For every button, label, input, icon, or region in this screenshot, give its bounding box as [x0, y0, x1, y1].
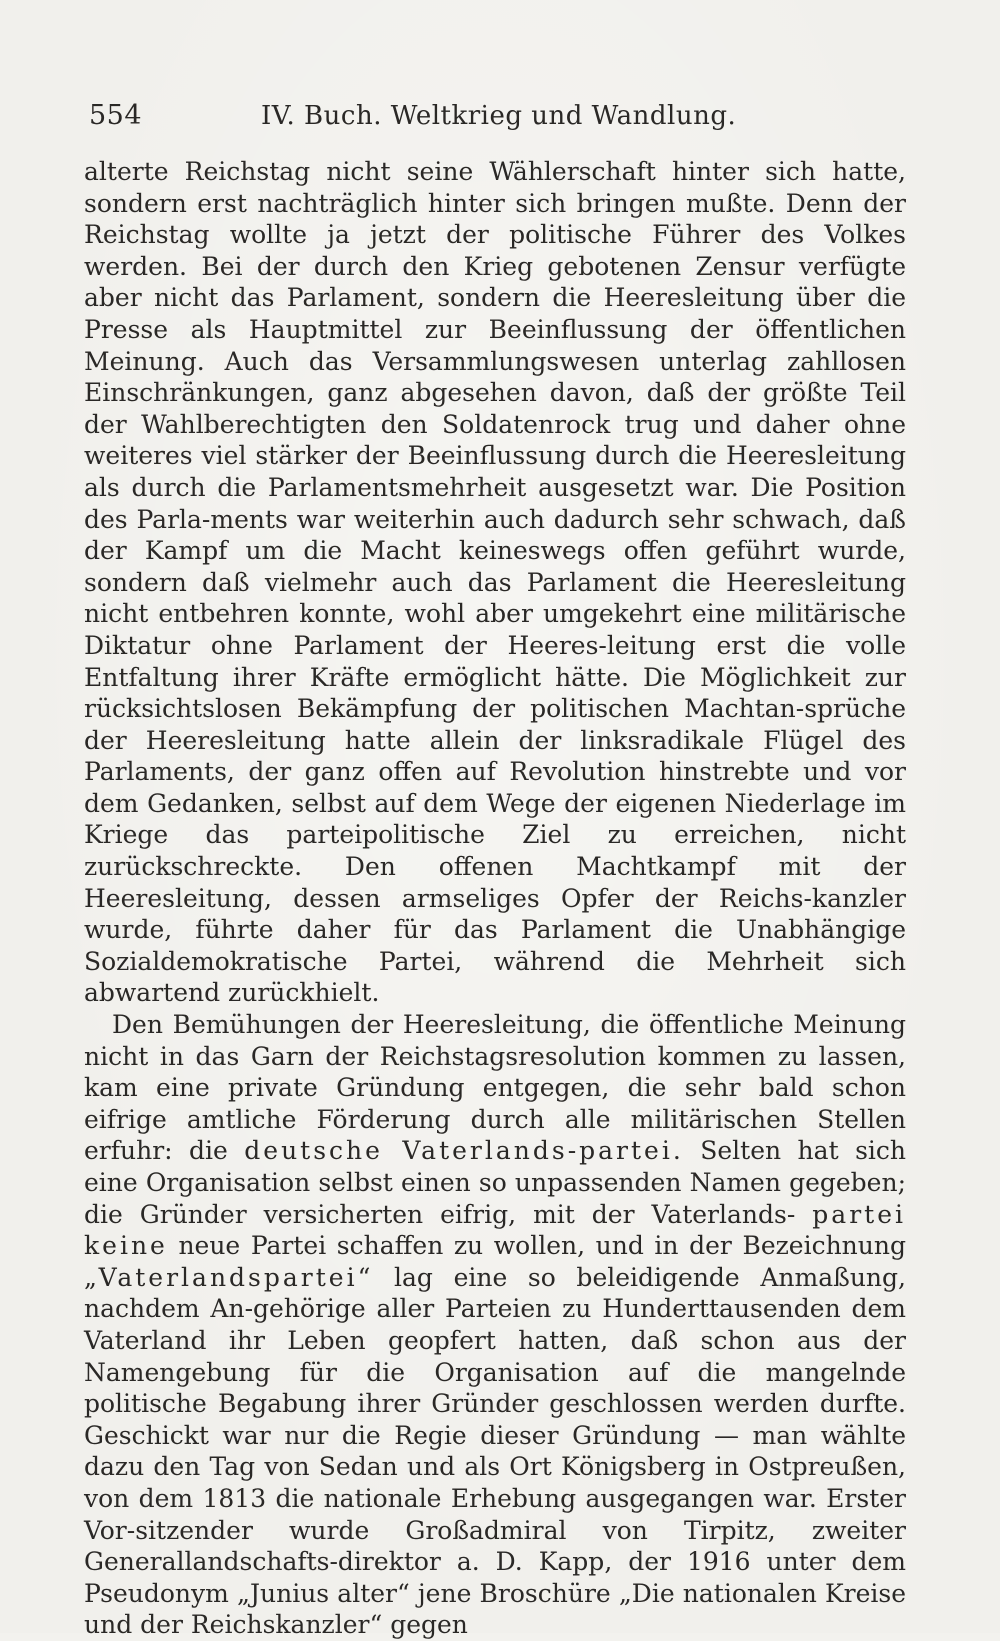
- page-header: [89, 96, 909, 136]
- paragraph-text: neue Partei schaffen zu wollen, und in der Bezeichnung: [178, 1231, 906, 1261]
- paragraph-text: lag eine so beleidigende Anmaßung, nachdem An-gehörige aller Parteien zu Hunderttausenden dem Vaterland ihr Leben geopfert hatten, daß schon aus der Namengebung für die Organisation auf die mangelnde politische Begabung ihrer Gründer geschlossen werden durfte. Geschickt war nur die Regie dieser Gründung — man wählte dazu den Tag von Sedan und als Ort Königsberg in Ostpreußen, von dem 1813 die nationale Erhebung ausgegangen war. Erster Vor-sitzender wurde Großadmiral von Tirpitz, zweiter Generallandschafts-direktor a. D. Kapp, der 1916 unter dem Pseudonym „Junius alter“ jene Broschüre „Die nationalen Kreise und der Reichskanzler“ gegen: [84, 1262, 906, 1640]
- spaced-emphasis: partei keine: [84, 1199, 906, 1261]
- paragraph-text: Selten hat sich eine Organisation selbst einen so unpassenden Namen gegeben; die Gründer versicherten eifrig, mit der Vaterlands-: [84, 1136, 906, 1229]
- running-head: IV. Buch. Weltkrieg und Wandlung.: [261, 101, 737, 131]
- page-number: 554: [89, 100, 143, 131]
- body-text: [84, 156, 906, 1641]
- paragraph-text: alterte Reichstag nicht seine Wählerschaft hinter sich hatte, sondern erst nachträglich hinter sich bringen mußte. Denn der Reichstag wollte ja jetzt der politische Führer des Volkes werden. Bei der durch den Krieg gebotenen Zensur verfügte aber nicht das Parlament, sondern die Heeresleitung über die Presse als Hauptmittel zur Beeinflussung der öffentlichen Meinung. Auch das Versammlungswesen unterlag zahllosen Einschränkungen, ganz abgesehen davon, daß der größte Teil der Wahlberechtigten den Soldatenrock trug und daher ohne weiteres viel stärker der Beeinflussung durch die Heeresleitung als durch die Parlamentsmehrheit ausgesetzt war. Die Position des Parla-ments war weiterhin auch dadurch sehr schwach, daß der Kampf um die Macht keineswegs offen geführt wurde, sondern daß vielmehr auch das Parlament die Heeresleitung nicht entbehren konnte, wohl aber umgekehrt eine militärische Diktatur ohne Parlament der Heeres-leitung erst die volle Entfaltung ihrer Kräfte ermöglicht hätte. Die Möglichkeit zur rücksichtslosen Bekämpfung der politischen Machtan-sprüche der Heeresleitung hatte allein der linksradikale Flügel des Parlaments, der ganz offen auf Revolution hinstrebte und vor dem Gedanken, selbst auf dem Wege der eigenen Niederlage im Kriege das parteipolitische Ziel zu erreichen, nicht zurückschreckte. Den offenen Machtkampf mit der Heeresleitung, dessen armseliges Opfer der Reichs-kanzler wurde, führte daher für das Parlament die Unabhängige Sozialdemokratische Partei, während die Mehrheit sich abwartend zurückhielt.: [84, 157, 906, 1008]
- paragraph: [84, 1009, 906, 1641]
- spaced-emphasis: „Vaterlandspartei“: [84, 1262, 374, 1292]
- paragraph-text: Den Bemühungen der Heeresleitung, die öffentliche Meinung nicht in das Garn der Reichstagsresolution kommen zu lassen, kam eine private Gründung entgegen, die sehr bald schon eifrige amtliche Förderung durch alle militärischen Stellen erfuhr: die: [84, 1010, 906, 1166]
- spaced-emphasis: deutsche Vaterlands-partei.: [244, 1136, 684, 1166]
- paragraph: [84, 156, 906, 1009]
